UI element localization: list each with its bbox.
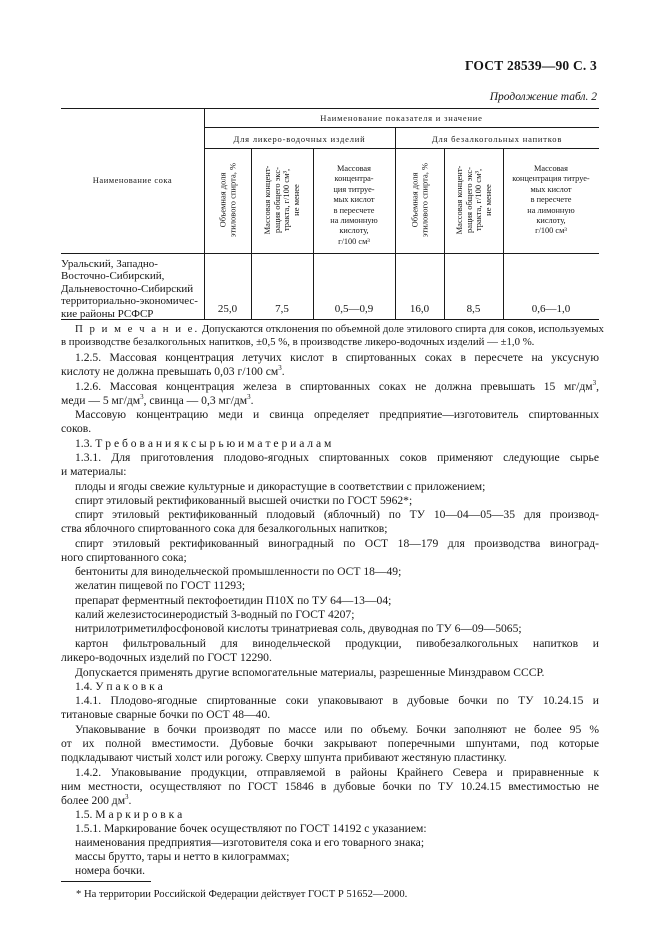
- table-cell: 7,5: [275, 303, 289, 315]
- paragraph-1-4-2: ним местности, осуществляют по ГОСТ 15846 в дубовые бочки по ТУ 10.24.15 вместимостью не: [61, 780, 599, 793]
- table-col-alcohol-header-2: Объемная доля этилового спирта, %: [409, 162, 429, 238]
- material-item: препарат ферментный пектофоетидин П10Х по ТУ 64—13—04;: [75, 594, 392, 607]
- paragraph-1-2-5: 1.2.5. Массовая концентрация летучих кислот в спиртованных соках в пересчете на уксусную: [75, 351, 599, 364]
- paragraph-1-2-5: кислоту не должна превышать 0,03 г/100 $см^3$.: [61, 364, 285, 378]
- paragraph-1-2-6: 1.2.6. Массовая концентрация железа в спиртованных соках не должна превышать 15 $мг/дм^3$,: [75, 379, 599, 393]
- page-header: ГОСТ 28539—90 С. 3: [464, 58, 597, 73]
- paragraph-1-2-6: меди — 5 $мг/дм^3$, свинца — 0,3 $мг/дм^3$.: [61, 393, 254, 407]
- table-col-extract-header-2: Массовая концент- рация общего экс- тракта, г/100 см³, не менее: [454, 165, 493, 235]
- footnote-rule: [61, 881, 151, 882]
- paragraph-1-4-2: более 200 $дм^3$.: [61, 793, 132, 807]
- material-item: спирт этиловый ректификованный высшей очистки по ГОСТ 5962*;: [75, 494, 413, 507]
- section-title-1-3: 1.3. Т р е б о в а н и я к с ы р ь ю и м а т е р и а л а м: [75, 437, 332, 450]
- table-col-line: [251, 148, 252, 320]
- table-group-liqueur-header: Для ликеро-водочных изделий: [233, 134, 366, 144]
- table-col-line: [395, 127, 396, 320]
- table-col-alcohol-header: Объемная доля этилового спирта, %: [217, 162, 237, 238]
- paragraph-packing: от их полной вместимости. Дубовые бочки закрывают поперечными шпунтами, под которые: [61, 737, 599, 750]
- table-group-softdrink-header: Для безалкогольных напитков: [431, 134, 563, 144]
- marking-item: наименования предприятия—изготовителя сока и его товарного знака;: [75, 836, 425, 849]
- table: [61, 108, 599, 320]
- table-col-juice-header: Наименование сока: [92, 175, 173, 185]
- table-group-main-header: Наименование показателя и значение: [320, 113, 483, 123]
- table-col-line: [444, 148, 445, 320]
- table-col-extract-header: Массовая концент- рация общего экс- тракта, г/100 см³, не менее: [262, 165, 301, 235]
- material-item: спирт этиловый ректификованный виноградный по ОСТ 18—179 для производства виноград-: [75, 537, 599, 550]
- paragraph-cu-pb: соков.: [61, 422, 92, 435]
- table-top-rule: [61, 108, 599, 109]
- table-cell: 25,0: [217, 303, 238, 315]
- material-item: желатин пищевой по ГОСТ 11293;: [75, 579, 246, 592]
- table-continuation-label: Продолжение табл. 2: [489, 91, 597, 103]
- paragraph-cu-pb: Массовую концентрацию меди и свинца определяет предприятие—изготовитель спиртованных: [75, 408, 599, 421]
- paragraph-1-4-1: титановые сварные бочки по ОСТ 48—40.: [61, 708, 271, 721]
- paragraph-1-4-1: 1.4.1. Плодово-ягодные спиртованные соки упаковывают в дубовые бочки по ТУ 10.24.15 и: [75, 694, 599, 707]
- paragraph-1-5-1: 1.5.1. Маркирование бочек осуществляют по ГОСТ 14192 с указанием:: [75, 822, 427, 835]
- material-item: калий железистосинеродистый 3-водный по ГОСТ 4207;: [75, 608, 355, 621]
- table-col-acid-header-2: Массовая концентрация титруе- мых кислот в пересчете на лимонную кислоту, г/100 см³: [512, 164, 590, 236]
- table-cell: 8,5: [466, 303, 481, 315]
- material-item: плоды и ягоды свежие культурные и дикорастущие в соответствии с приложением;: [75, 480, 486, 493]
- marking-item: номера бочки.: [75, 864, 146, 877]
- paragraph-1-3-1: 1.3.1. Для приготовления плодово-ягодных спиртованных соков применяют следующие сырье: [75, 451, 599, 464]
- table-col-acid-header: Массовая концентра- ция титруе- мых кислот в пересчете на лимонную кислоту, г/100 см³: [330, 164, 378, 246]
- section-title-1-5: 1.5. М а р к и р о в к а: [75, 808, 183, 821]
- section-title-1-4: 1.4. У п а к о в к а: [75, 680, 163, 693]
- paragraph-other-materials: Допускается применять другие вспомогательные материалы, разрешенные Минздравом СССР.: [75, 666, 545, 679]
- footnote: * На территории Российской Федерации действует ГОСТ Р 51652—2000.: [76, 889, 408, 900]
- table-cell: 16,0: [409, 303, 430, 315]
- material-item: бентониты для винодельческой промышленности по ОСТ 18—49;: [75, 565, 402, 578]
- material-item: картон фильтровальный для винодельческой продукции, пивобезалкогольных напитков и: [75, 637, 599, 650]
- table-cell: 0,6—1,0: [531, 303, 571, 315]
- material-item: ного спиртованного сока;: [61, 551, 187, 564]
- material-item: ликеро-водочных изделий по ГОСТ 12290.: [61, 651, 272, 664]
- paragraph-1-4-2: 1.4.2. Упаковывание продукции, отправляемой в районы Крайнего Севера и приравненные к: [75, 766, 599, 779]
- paragraph-packing: подкладывают чистый холст или рогожу. Сверху шпунта прибивают жестяную пластинку.: [61, 751, 507, 764]
- table-group-rule: [204, 127, 599, 128]
- marking-item: массы брутто, тары и нетто в килограммах;: [75, 850, 290, 863]
- note-line: в производстве безалкогольных напитков, ±0,5 %, в производстве ликеро-водочных изделий — ±1,0 %.: [61, 336, 535, 348]
- table-subgroup-rule: [204, 148, 599, 149]
- paragraph-packing: Упаковывание в бочки производят по массе или по объему. Бочки заполняют не более 95 %: [75, 723, 599, 736]
- table-row-label: Уральский, Западно- Восточно-Сибирский, Дальневосточно-Сибирский территориально-экономичес- кие районы РСФСР: [61, 258, 198, 320]
- paragraph-1-3-1: и материалы:: [61, 465, 127, 478]
- material-item: спирт этиловый ректификованный плодовый (яблочный) по ТУ 10—04—05—35 для производ-: [75, 508, 599, 521]
- material-item: нитрилотриметилфосфоновой кислоты тринатриевая соль, двуводная по ТУ 6—09—5065;: [75, 622, 522, 635]
- table-cell: 0,5—0,9: [334, 303, 374, 315]
- note-line: П р и м е ч а н и е. Допускаются отклонения по объемной доле этилового спирта для соков, используемых: [75, 323, 604, 335]
- table-header-rule: [61, 253, 599, 254]
- material-item: ства яблочного спиртованного сока для безалкогольных напитков;: [61, 522, 388, 535]
